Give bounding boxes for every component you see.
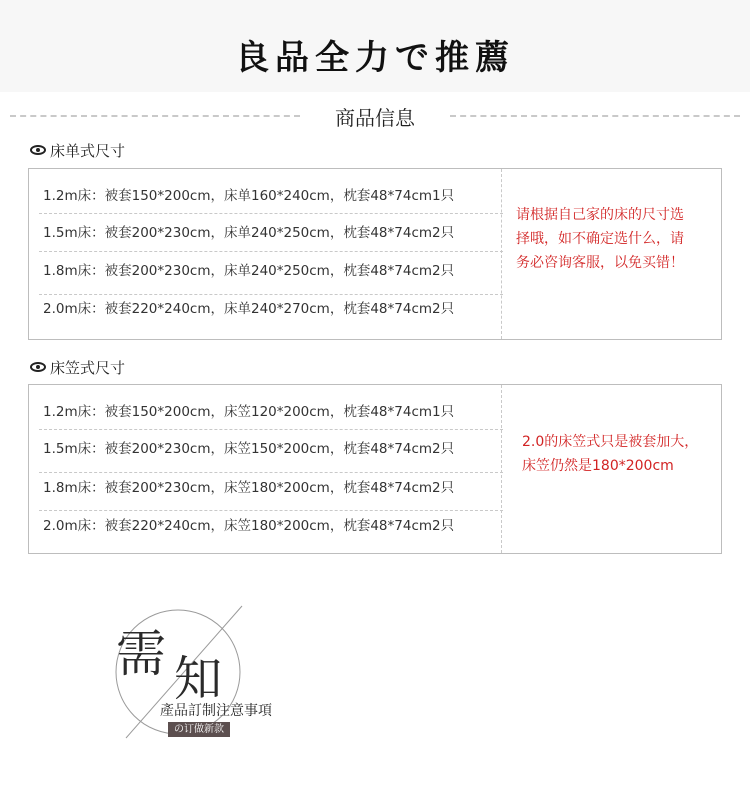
- banner-title: 良品全力で推薦: [235, 38, 515, 78]
- section-title: 商品信息: [335, 106, 415, 130]
- table-row: 1.8m床：被套200*230cm，床笠180*200cm，枕套48*74cm2只: [43, 480, 455, 496]
- table-row: 1.2m床：被套150*200cm，床单160*240cm，枕套48*74cm1只: [43, 188, 455, 204]
- divider-left: [10, 115, 300, 117]
- table-row: 2.0m床：被套220*240cm，床单240*270cm，枕套48*74cm2只: [43, 301, 455, 317]
- sheet-size-heading-label: 床单式尺寸: [50, 141, 126, 160]
- stamp-subtitle: 產品訂制注意事項: [160, 703, 272, 719]
- table-row: 1.2m床：被套150*200cm，床笠120*200cm，枕套48*74cm1只: [43, 404, 455, 420]
- fitted-size-note: [522, 430, 698, 478]
- table-row: 1.5m床：被套200*230cm，床笠150*200cm，枕套48*74cm2只: [43, 441, 455, 457]
- sheet-size-rows: [29, 169, 503, 339]
- stamp-tag: の订做新款: [168, 722, 230, 737]
- sheet-size-table: [28, 168, 722, 340]
- eye-icon: [30, 362, 46, 372]
- section-header: [0, 100, 750, 130]
- sheet-size-note: [516, 203, 684, 275]
- fitted-size-heading-label: 床笠式尺寸: [50, 358, 126, 377]
- divider-right: [450, 115, 740, 117]
- table-row: 1.5m床：被套200*230cm，床单240*250cm，枕套48*74cm2只: [43, 225, 455, 241]
- notice-stamp: [108, 604, 308, 744]
- column-divider: [501, 385, 502, 553]
- note-line: 床笠仍然是180*200cm: [522, 458, 674, 474]
- note-line: 择哦，如不确定选什么，请: [516, 231, 684, 247]
- note-line: 2.0的床笠式只是被套加大，: [522, 434, 699, 450]
- note-line: 请根据自己家的床的尺寸选: [516, 207, 684, 223]
- eye-icon: [30, 145, 46, 155]
- column-divider: [501, 169, 502, 339]
- fitted-size-heading: [30, 357, 125, 377]
- table-row: 2.0m床：被套220*240cm，床笠180*200cm，枕套48*74cm2只: [43, 518, 455, 534]
- fitted-size-rows: [29, 385, 503, 553]
- note-line: 务必咨询客服，以免买错！: [516, 255, 684, 271]
- header-banner: [0, 0, 750, 92]
- stamp-char-zhi: 知: [174, 651, 223, 707]
- stamp-char-xu: 需: [116, 625, 166, 683]
- table-row: 1.8m床：被套200*230cm，床单240*250cm，枕套48*74cm2只: [43, 263, 455, 279]
- sheet-size-heading: [30, 140, 125, 160]
- fitted-size-table: [28, 384, 722, 554]
